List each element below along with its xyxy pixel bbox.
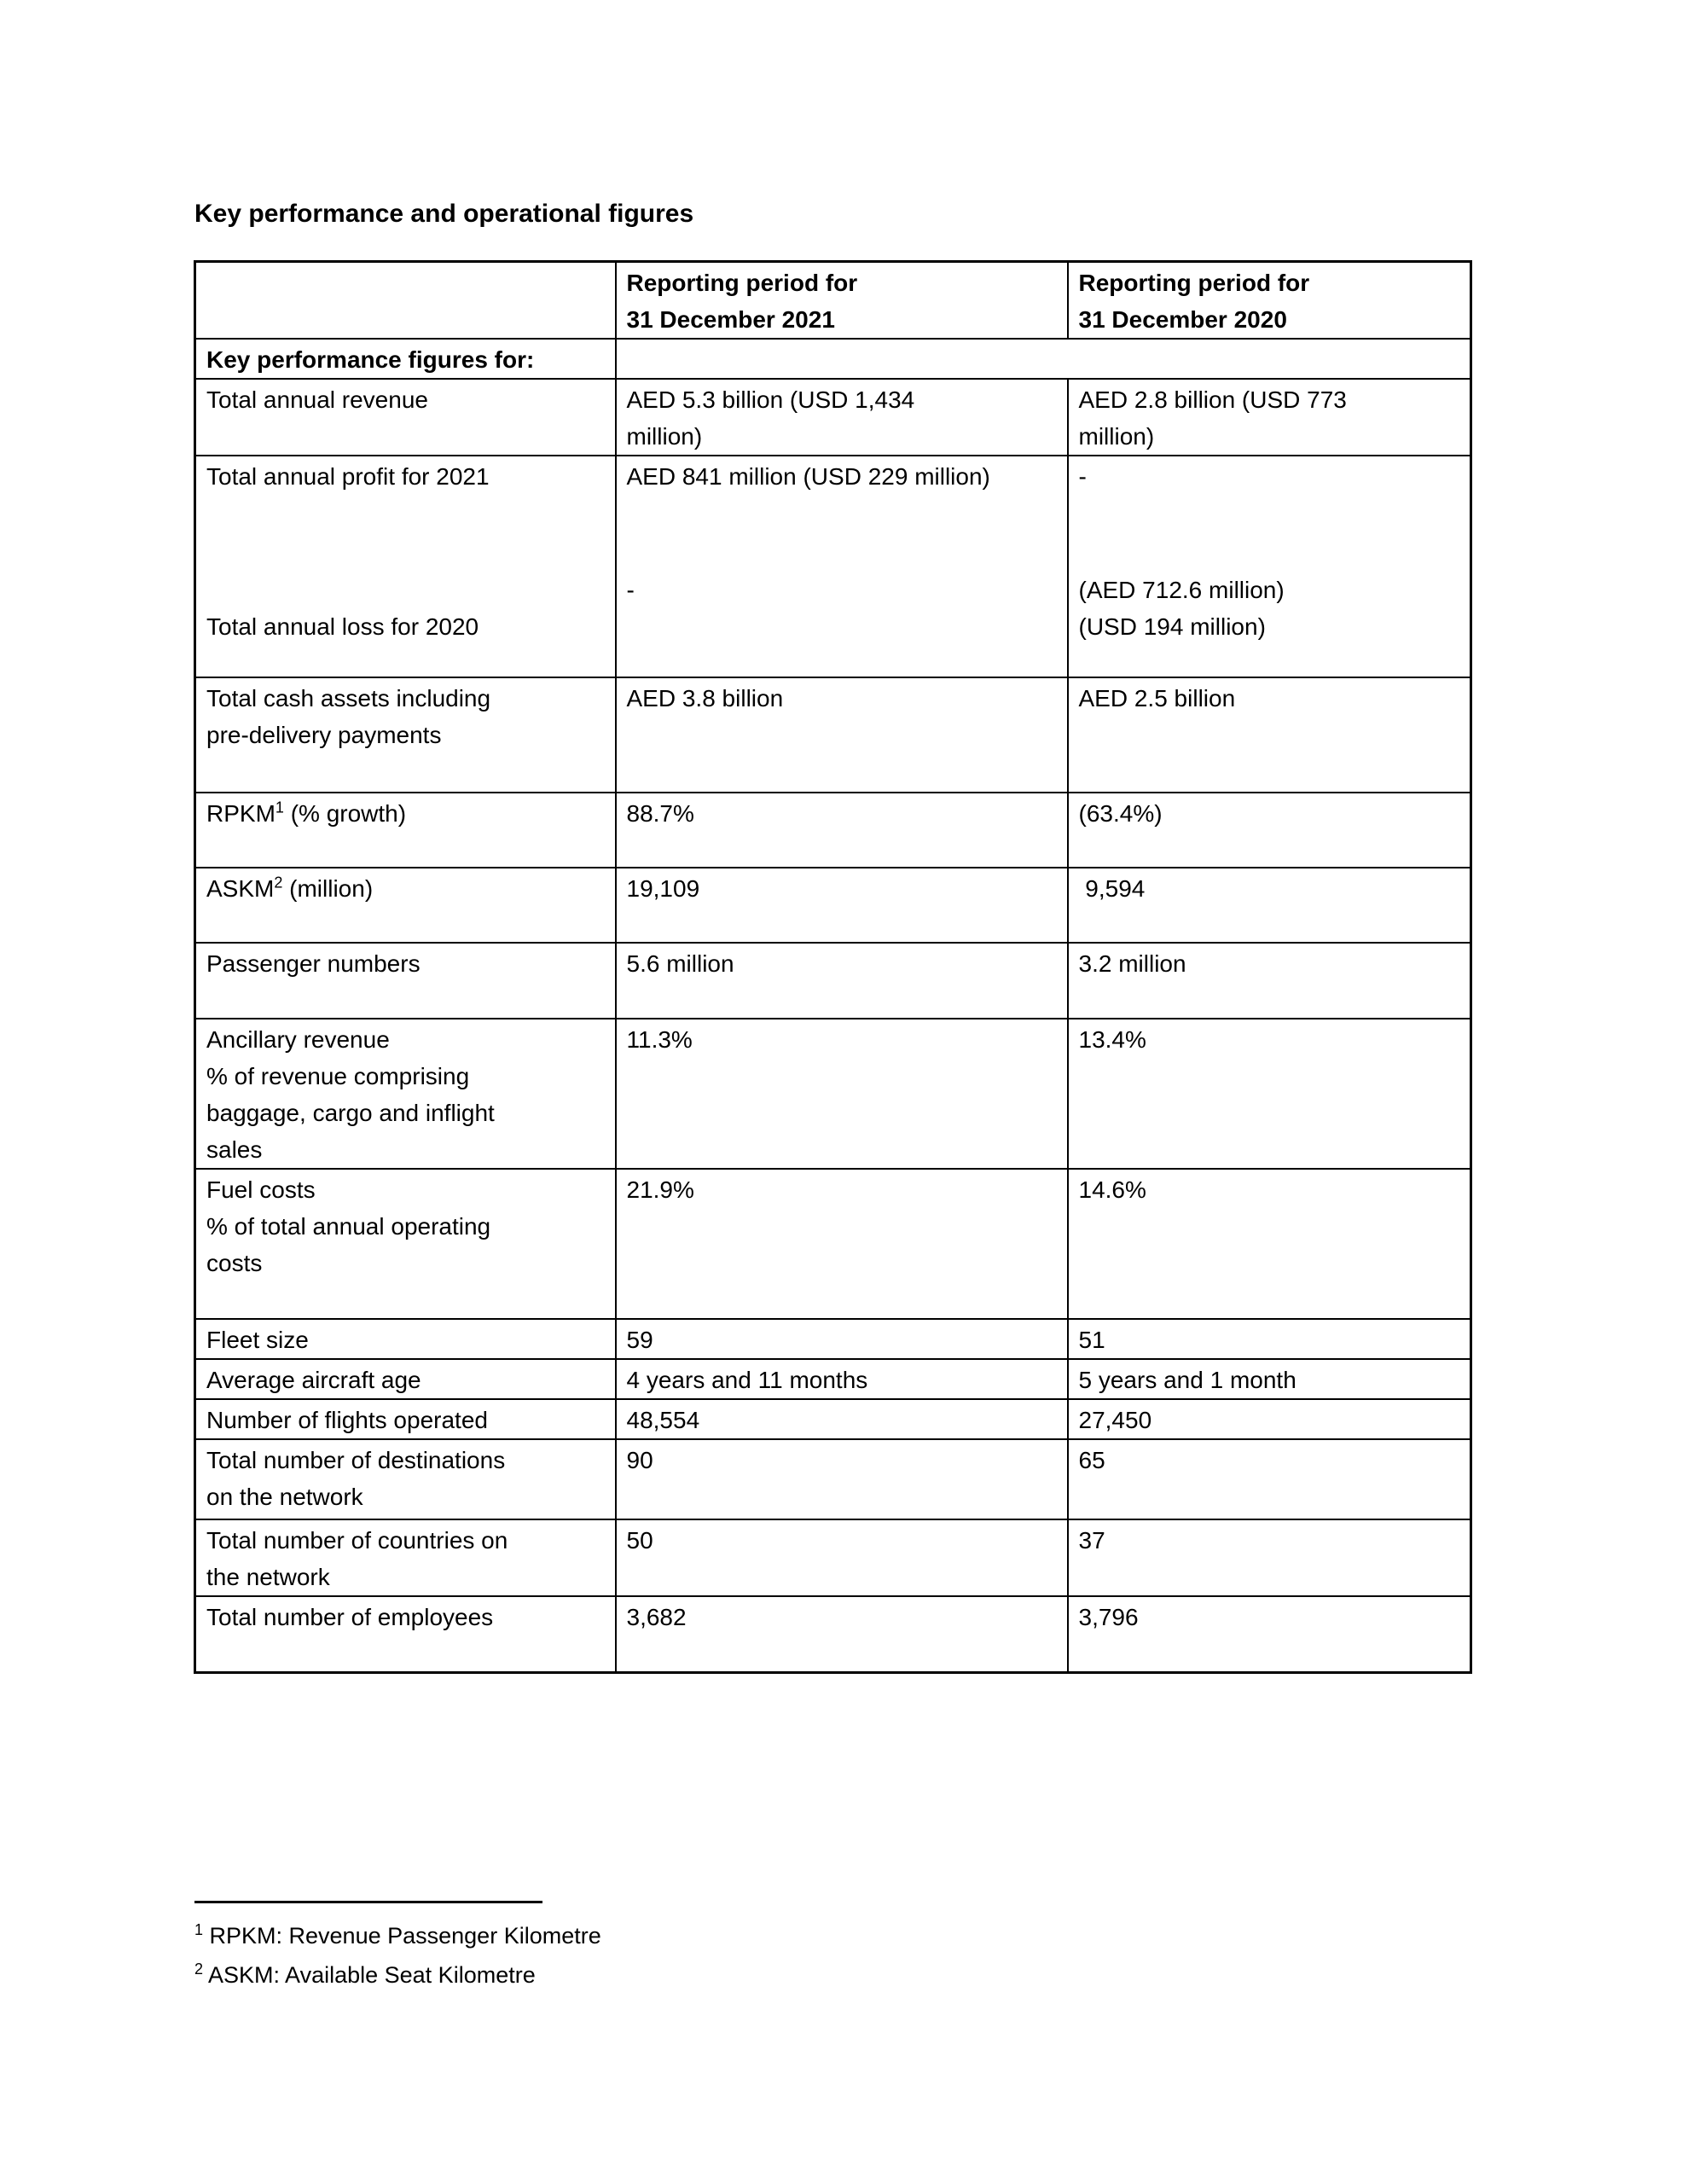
cell-value-2021: 48,554 (616, 1399, 1068, 1439)
cell-label: Total number of employees (195, 1596, 616, 1672)
row-total-cash-assets (195, 677, 1471, 793)
cell-label: Total number of countries on the network (195, 1519, 616, 1596)
row-fuel-costs (195, 1169, 1471, 1319)
footnote-text-2: ASKM: Available Seat Kilometre (203, 1962, 536, 1988)
profit-value-2020: - (1078, 463, 1087, 490)
section-row (195, 339, 1471, 379)
rpkm-footnote-marker: 1 (275, 799, 284, 816)
cell-value-2020 (1068, 456, 1471, 677)
cell-value-2021: 11.3% (616, 1019, 1068, 1169)
row-total-annual-revenue (195, 379, 1471, 456)
footnote-marker-2: 2 (194, 1960, 204, 1978)
header-blank-cell (195, 262, 616, 340)
footnote-askm (194, 1955, 601, 1995)
askm-label: ASKM (206, 875, 275, 902)
row-profit-and-loss (195, 456, 1471, 677)
cell-value-2021: 5.6 million (616, 943, 1068, 1019)
cell-value-2020: 13.4% (1068, 1019, 1471, 1169)
section-label: Key performance figures for: (195, 339, 616, 379)
row-passenger-numbers (195, 943, 1471, 1019)
loss-value-2020-line1: (AED 712.6 million) (1078, 577, 1285, 603)
cell-label: Passenger numbers (195, 943, 616, 1019)
cell-value-2020: AED 2.8 billion (USD 773 million) (1068, 379, 1471, 456)
row-fleet-size (195, 1319, 1471, 1359)
row-total-employees (195, 1596, 1471, 1672)
cell-value-2020: 9,594 (1068, 868, 1471, 943)
cell-value-2021: 88.7% (616, 793, 1068, 868)
cell-label: Total cash assets including pre-delivery payments (195, 677, 616, 793)
cell-value-2021: AED 5.3 billion (USD 1,434 million) (616, 379, 1068, 456)
cell-label: Ancillary revenue % of revenue comprising baggage, cargo and inflight sales (195, 1019, 616, 1169)
cell-value-2021: 19,109 (616, 868, 1068, 943)
footnote-separator (194, 1901, 542, 1903)
cell-label (195, 868, 616, 943)
askm-footnote-marker: 2 (274, 874, 283, 892)
section-empty-cell (616, 339, 1471, 379)
footnote-rpkm (194, 1916, 601, 1955)
cell-label: Total number of destinations on the network (195, 1439, 616, 1519)
row-askm-million (195, 868, 1471, 943)
cell-value-2021: 4 years and 11 months (616, 1359, 1068, 1399)
row-average-aircraft-age (195, 1359, 1471, 1399)
cell-label: Fuel costs % of total annual operating costs (195, 1169, 616, 1319)
cell-value-2021: 3,682 (616, 1596, 1068, 1672)
cell-label: Total annual revenue (195, 379, 616, 456)
cell-value-2021: 21.9% (616, 1169, 1068, 1319)
loss-value-2021: - (626, 577, 635, 603)
page-title: Key performance and operational figures (194, 200, 694, 228)
header-period-2021: Reporting period for 31 December 2021 (616, 262, 1068, 340)
cell-value-2021: 50 (616, 1519, 1068, 1596)
row-number-of-flights (195, 1399, 1471, 1439)
cell-value-2020: 27,450 (1068, 1399, 1471, 1439)
spacer (206, 572, 606, 608)
cell-value-2020: 5 years and 1 month (1068, 1359, 1471, 1399)
cell-value-2021: AED 3.8 billion (616, 677, 1068, 793)
cell-value-2020: (63.4%) (1068, 793, 1471, 868)
cell-value-2020: 65 (1068, 1439, 1471, 1519)
row-total-countries (195, 1519, 1471, 1596)
rpkm-label: RPKM (206, 800, 276, 827)
cell-value-2020: 3.2 million (1068, 943, 1471, 1019)
cell-value-2020: 3,796 (1068, 1596, 1471, 1672)
profit-value-2021: AED 841 million (USD 229 million) (626, 463, 990, 490)
row-ancillary-revenue (195, 1019, 1471, 1169)
header-period-2020: Reporting period for 31 December 2020 (1068, 262, 1471, 340)
footnotes (194, 1916, 601, 1995)
cell-value-2020: 51 (1068, 1319, 1471, 1359)
cell-label: Number of flights operated (195, 1399, 616, 1439)
cell-label (195, 793, 616, 868)
profit-label: Total annual profit for 2021 (206, 463, 490, 490)
footnote-text-1: RPKM: Revenue Passenger Kilometre (203, 1923, 601, 1949)
kpi-table (194, 260, 1472, 1674)
cell-value-2020: 14.6% (1068, 1169, 1471, 1319)
askm-label-rest: (million) (282, 875, 374, 902)
cell-value-2020: AED 2.5 billion (1068, 677, 1471, 793)
footnote-marker-1: 1 (194, 1921, 204, 1938)
rpkm-label-rest: (% growth) (283, 800, 407, 827)
cell-label: Average aircraft age (195, 1359, 616, 1399)
cell-value-2021 (616, 456, 1068, 677)
cell-label (195, 456, 616, 677)
cell-value-2021: 59 (616, 1319, 1068, 1359)
cell-value-2020: 37 (1068, 1519, 1471, 1596)
row-total-destinations (195, 1439, 1471, 1519)
table-header-row (195, 262, 1471, 340)
cell-value-2021: 90 (616, 1439, 1068, 1519)
loss-value-2020-line2: (USD 194 million) (1078, 613, 1266, 640)
cell-label: Fleet size (195, 1319, 616, 1359)
row-rpkm-growth (195, 793, 1471, 868)
loss-label: Total annual loss for 2020 (206, 613, 479, 640)
